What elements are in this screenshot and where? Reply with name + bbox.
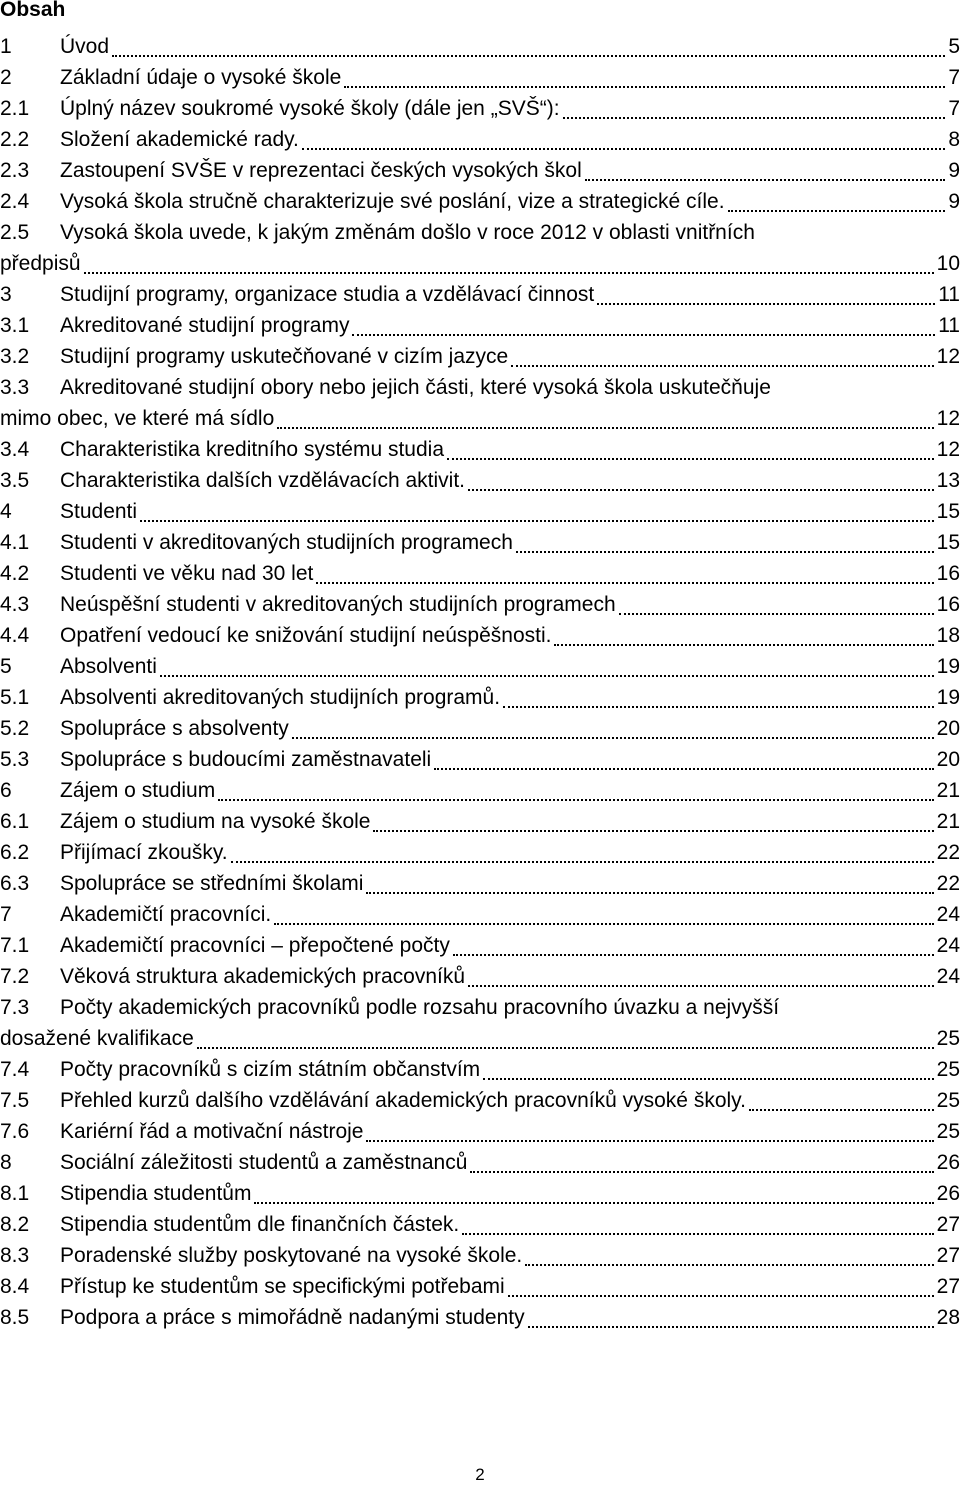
toc-entry-page: 21 bbox=[936, 810, 960, 833]
toc-entry-title: Úvod bbox=[60, 35, 110, 58]
toc-entry-page: 25 bbox=[936, 1089, 960, 1112]
toc-entry-page: 8 bbox=[948, 128, 960, 151]
page-number: 2 bbox=[475, 1465, 485, 1484]
toc-entry-title: Studijní programy uskutečňované v cizím jazyce bbox=[60, 345, 509, 368]
toc-entry-title: Stipendia studentům dle finančních částek. bbox=[60, 1213, 460, 1236]
toc-entry-number: 7.4 bbox=[0, 1058, 30, 1081]
toc-entry[interactable] bbox=[0, 1240, 960, 1271]
toc-entry-number: 5 bbox=[0, 655, 12, 678]
toc-entry-number: 7.6 bbox=[0, 1120, 30, 1143]
toc-entry[interactable] bbox=[0, 465, 960, 496]
toc-entry[interactable] bbox=[0, 558, 960, 589]
toc-entry[interactable] bbox=[0, 1147, 960, 1178]
toc-entry[interactable] bbox=[0, 868, 960, 899]
toc-entry-page: 24 bbox=[936, 965, 960, 988]
toc-entry-title: Přehled kurzů dalšího vzdělávání akademických pracovníků vysoké školy. bbox=[60, 1089, 746, 1112]
toc-entry-number: 2 bbox=[0, 66, 12, 89]
toc-entry-title: Složení akademické rady. bbox=[60, 128, 299, 151]
toc-entry-number: 2.5 bbox=[0, 221, 30, 244]
toc-entry[interactable] bbox=[0, 1178, 960, 1209]
dot-leader bbox=[316, 582, 933, 584]
toc-entry-title: Podpora a práce s mimořádně nadanými studenty bbox=[60, 1306, 525, 1329]
dot-leader bbox=[462, 1233, 933, 1235]
toc-entry-page: 25 bbox=[936, 1058, 960, 1081]
toc-entry-number: 8 bbox=[0, 1151, 12, 1174]
toc-entry-title: Zastoupení SVŠE v reprezentaci českých vysokých škol bbox=[60, 159, 582, 182]
dot-leader bbox=[563, 117, 946, 119]
toc-entry[interactable] bbox=[0, 341, 960, 372]
toc-entry-title: Studenti bbox=[60, 500, 138, 523]
dot-leader bbox=[516, 551, 934, 553]
dot-leader bbox=[728, 210, 946, 212]
dot-leader bbox=[511, 365, 933, 367]
toc-entry[interactable] bbox=[0, 682, 960, 713]
toc-entry[interactable] bbox=[0, 1085, 960, 1116]
toc-entry-title: Spolupráce s absolventy bbox=[60, 717, 289, 740]
toc-entry[interactable] bbox=[0, 713, 960, 744]
toc-entry-title: Přijímací zkoušky. bbox=[60, 841, 228, 864]
toc-entry-page: 24 bbox=[936, 934, 960, 957]
dot-leader bbox=[140, 520, 934, 522]
toc-entry-title: Poradenské služby poskytované na vysoké škole. bbox=[60, 1244, 523, 1267]
toc-entry-page: 12 bbox=[936, 438, 960, 461]
toc-entry-number: 3.1 bbox=[0, 314, 30, 337]
toc-entry-number: 7.1 bbox=[0, 934, 30, 957]
toc-entry-page: 16 bbox=[936, 593, 960, 616]
toc-entry-continuation[interactable] bbox=[0, 1023, 960, 1054]
toc-entry-number: 6.3 bbox=[0, 872, 30, 895]
toc-entry[interactable] bbox=[0, 589, 960, 620]
toc-entry-title-continued: mimo obec, ve které má sídlo bbox=[0, 407, 275, 430]
toc-entry-number: 7.3 bbox=[0, 996, 30, 1019]
toc-entry-title: Zájem o studium na vysoké škole bbox=[60, 810, 371, 833]
toc-entry-title: Studijní programy, organizace studia a vzdělávací činnost bbox=[60, 283, 595, 306]
toc-entry-title: Spolupráce se středními školami bbox=[60, 872, 364, 895]
toc-entry[interactable] bbox=[0, 93, 960, 124]
toc-entry-page: 19 bbox=[936, 655, 960, 678]
toc-entry-page: 9 bbox=[948, 159, 960, 182]
dot-leader bbox=[84, 272, 934, 274]
toc-entry-page: 19 bbox=[936, 686, 960, 709]
toc-entry[interactable] bbox=[0, 620, 960, 651]
toc-entry-number: 5.1 bbox=[0, 686, 30, 709]
toc-entry-page: 27 bbox=[936, 1244, 960, 1267]
toc-entry[interactable] bbox=[0, 806, 960, 837]
toc-entry-number: 8.1 bbox=[0, 1182, 30, 1205]
toc-entry-page: 24 bbox=[936, 903, 960, 926]
toc-entry-continuation[interactable] bbox=[0, 403, 960, 434]
dot-leader bbox=[468, 985, 934, 987]
toc-entry-continuation[interactable] bbox=[0, 248, 960, 279]
toc-entry[interactable] bbox=[0, 992, 960, 1023]
toc-entry-number: 3.4 bbox=[0, 438, 30, 461]
toc-entry-page: 10 bbox=[936, 252, 960, 275]
toc-entry-page: 5 bbox=[948, 35, 960, 58]
toc-entry-page: 27 bbox=[936, 1275, 960, 1298]
toc-entry-number: 8.5 bbox=[0, 1306, 30, 1329]
toc-entry-page: 15 bbox=[936, 531, 960, 554]
toc-entry[interactable] bbox=[0, 155, 960, 186]
toc-entry-page: 11 bbox=[938, 314, 960, 337]
toc-entry-number: 7.2 bbox=[0, 965, 30, 988]
dot-leader bbox=[468, 489, 934, 491]
toc-entry-number: 6.2 bbox=[0, 841, 30, 864]
toc-entry-title: Kariérní řád a motivační nástroje bbox=[60, 1120, 364, 1143]
toc-entry-title: Studenti v akreditovaných studijních programech bbox=[60, 531, 513, 554]
toc-entry-number: 2.4 bbox=[0, 190, 30, 213]
toc-entry[interactable] bbox=[0, 124, 960, 155]
toc-entry-page: 20 bbox=[936, 717, 960, 740]
dot-leader bbox=[352, 334, 935, 336]
toc-entry-number: 4.4 bbox=[0, 624, 30, 647]
toc-entry-page: 21 bbox=[936, 779, 960, 802]
dot-leader bbox=[366, 892, 933, 894]
dot-leader bbox=[585, 179, 946, 181]
toc-entry-number: 6.1 bbox=[0, 810, 30, 833]
toc-entry-title: Počty akademických pracovníků podle rozsahu pracovního úvazku a nejvyšší bbox=[60, 996, 780, 1019]
dot-leader bbox=[619, 613, 934, 615]
dot-leader bbox=[525, 1264, 933, 1266]
dot-leader bbox=[254, 1202, 933, 1204]
toc-entry-title: Absolventi akreditovaných studijních programů. bbox=[60, 686, 501, 709]
toc-entry-number: 3.3 bbox=[0, 376, 30, 399]
dot-leader bbox=[503, 706, 934, 708]
toc-entry[interactable] bbox=[0, 62, 960, 93]
toc-entry[interactable] bbox=[0, 496, 960, 527]
toc-entry-page: 7 bbox=[948, 97, 960, 120]
dot-leader bbox=[453, 954, 934, 956]
toc-entry-number: 2.2 bbox=[0, 128, 30, 151]
toc-entry-title: Absolventi bbox=[60, 655, 157, 678]
dot-leader bbox=[344, 86, 945, 88]
toc-entry-title: Neúspěšní studenti v akreditovaných studijních programech bbox=[60, 593, 616, 616]
toc-entry[interactable] bbox=[0, 1271, 960, 1302]
toc-entry-page: 18 bbox=[936, 624, 960, 647]
toc-entry-title: Akademičtí pracovníci – přepočtené počty bbox=[60, 934, 450, 957]
toc-entry[interactable] bbox=[0, 899, 960, 930]
toc-entry-number: 5.2 bbox=[0, 717, 30, 740]
toc-entry[interactable] bbox=[0, 217, 960, 248]
dot-leader bbox=[508, 1295, 934, 1297]
dot-leader bbox=[274, 923, 933, 925]
toc-entry-number: 8.2 bbox=[0, 1213, 30, 1236]
dot-leader bbox=[366, 1140, 933, 1142]
toc-entry-page: 16 bbox=[936, 562, 960, 585]
dot-leader bbox=[597, 303, 935, 305]
toc-entry-title: Zájem o studium bbox=[60, 779, 216, 802]
dot-leader bbox=[302, 148, 945, 150]
toc-entry-number: 7 bbox=[0, 903, 12, 926]
dot-leader bbox=[554, 644, 933, 646]
dot-leader bbox=[373, 830, 933, 832]
toc-entry-number: 5.3 bbox=[0, 748, 30, 771]
dot-leader bbox=[197, 1047, 934, 1049]
toc-entry[interactable] bbox=[0, 310, 960, 341]
toc-entry-title: Akademičtí pracovníci. bbox=[60, 903, 272, 926]
toc-entry-page: 28 bbox=[936, 1306, 960, 1329]
toc-entry-number: 8.4 bbox=[0, 1275, 30, 1298]
dot-leader bbox=[470, 1171, 933, 1173]
dot-leader bbox=[218, 799, 933, 801]
toc-entry-number: 4.1 bbox=[0, 531, 30, 554]
dot-leader bbox=[112, 55, 945, 57]
dot-leader bbox=[434, 768, 933, 770]
dot-leader bbox=[160, 675, 934, 677]
toc-entry-page: 12 bbox=[936, 345, 960, 368]
toc-entry-number: 4 bbox=[0, 500, 12, 523]
toc-entry-title: Úplný název soukromé vysoké školy (dále jen „SVŠ“): bbox=[60, 97, 560, 120]
toc-entry-title: Vysoká škola uvede, k jakým změnám došlo v roce 2012 v oblasti vnitřních bbox=[60, 221, 755, 244]
toc-entry-page: 9 bbox=[948, 190, 960, 213]
toc-entry[interactable] bbox=[0, 1209, 960, 1240]
toc-entry-title: Opatření vedoucí ke snižování studijní neúspěšnosti. bbox=[60, 624, 552, 647]
toc-entry[interactable] bbox=[0, 1302, 960, 1333]
toc-entry-page: 27 bbox=[936, 1213, 960, 1236]
toc-entry-number: 3 bbox=[0, 283, 12, 306]
toc-entry-title: Akreditované studijní obory nebo jejich části, které vysoká škola uskutečňuje bbox=[60, 376, 771, 399]
dot-leader bbox=[277, 427, 933, 429]
toc-entry[interactable] bbox=[0, 837, 960, 868]
toc-entry-page: 11 bbox=[938, 283, 960, 306]
table-of-contents bbox=[0, 31, 960, 1333]
toc-entry-page: 26 bbox=[936, 1151, 960, 1174]
toc-entry-title: Vysoká škola stručně charakterizuje své poslání, vize a strategické cíle. bbox=[60, 190, 725, 213]
toc-entry[interactable] bbox=[0, 930, 960, 961]
toc-entry-number: 4.3 bbox=[0, 593, 30, 616]
toc-entry-page: 12 bbox=[936, 407, 960, 430]
toc-entry-title: Počty pracovníků s cizím státním občanstvím bbox=[60, 1058, 481, 1081]
toc-entry-title: Stipendia studentům bbox=[60, 1182, 252, 1205]
toc-entry[interactable] bbox=[0, 651, 960, 682]
toc-entry-number: 2.1 bbox=[0, 97, 30, 120]
toc-entry-title: Charakteristika dalších vzdělávacích aktivit. bbox=[60, 469, 465, 492]
toc-entry[interactable] bbox=[0, 372, 960, 403]
toc-entry[interactable] bbox=[0, 186, 960, 217]
toc-entry[interactable] bbox=[0, 434, 960, 465]
toc-entry-number: 8.3 bbox=[0, 1244, 30, 1267]
toc-entry[interactable] bbox=[0, 744, 960, 775]
toc-entry-title: Věková struktura akademických pracovníků bbox=[60, 965, 466, 988]
toc-heading: Obsah bbox=[0, 0, 66, 21]
toc-entry-title: Studenti ve věku nad 30 let bbox=[60, 562, 314, 585]
toc-entry-page: 15 bbox=[936, 500, 960, 523]
toc-entry-number: 3.2 bbox=[0, 345, 30, 368]
toc-entry-page: 13 bbox=[936, 469, 960, 492]
toc-entry[interactable] bbox=[0, 1116, 960, 1147]
dot-leader bbox=[447, 458, 934, 460]
toc-entry-number: 2.3 bbox=[0, 159, 30, 182]
dot-leader bbox=[483, 1078, 933, 1080]
toc-entry-page: 22 bbox=[936, 872, 960, 895]
toc-entry-title: Spolupráce s budoucími zaměstnavateli bbox=[60, 748, 432, 771]
toc-entry[interactable] bbox=[0, 31, 960, 62]
toc-entry-title: Charakteristika kreditního systému studia bbox=[60, 438, 444, 461]
toc-entry-number: 3.5 bbox=[0, 469, 30, 492]
toc-entry-number: 7.5 bbox=[0, 1089, 30, 1112]
toc-entry[interactable] bbox=[0, 527, 960, 558]
toc-entry-number: 1 bbox=[0, 35, 12, 58]
toc-entry-page: 20 bbox=[936, 748, 960, 771]
dot-leader bbox=[231, 861, 934, 863]
toc-entry-title-continued: předpisů bbox=[0, 252, 81, 275]
toc-entry-page: 25 bbox=[936, 1120, 960, 1143]
toc-entry[interactable] bbox=[0, 775, 960, 806]
toc-entry-page: 25 bbox=[936, 1027, 960, 1050]
toc-entry-title: Základní údaje o vysoké škole bbox=[60, 66, 342, 89]
toc-entry-title-continued: dosažené kvalifikace bbox=[0, 1027, 194, 1050]
dot-leader bbox=[749, 1109, 934, 1111]
toc-entry-page: 26 bbox=[936, 1182, 960, 1205]
toc-entry-title: Přístup ke studentům se specifickými potřebami bbox=[60, 1275, 505, 1298]
toc-entry-number: 4.2 bbox=[0, 562, 30, 585]
toc-entry-page: 7 bbox=[948, 66, 960, 89]
dot-leader bbox=[528, 1326, 934, 1328]
toc-entry-title: Akreditované studijní programy bbox=[60, 314, 350, 337]
toc-entry[interactable] bbox=[0, 961, 960, 992]
toc-entry[interactable] bbox=[0, 279, 960, 310]
toc-entry-page: 22 bbox=[936, 841, 960, 864]
toc-entry-title: Sociální záležitosti studentů a zaměstnanců bbox=[60, 1151, 468, 1174]
dot-leader bbox=[292, 737, 934, 739]
toc-entry[interactable] bbox=[0, 1054, 960, 1085]
toc-entry-number: 6 bbox=[0, 779, 12, 802]
